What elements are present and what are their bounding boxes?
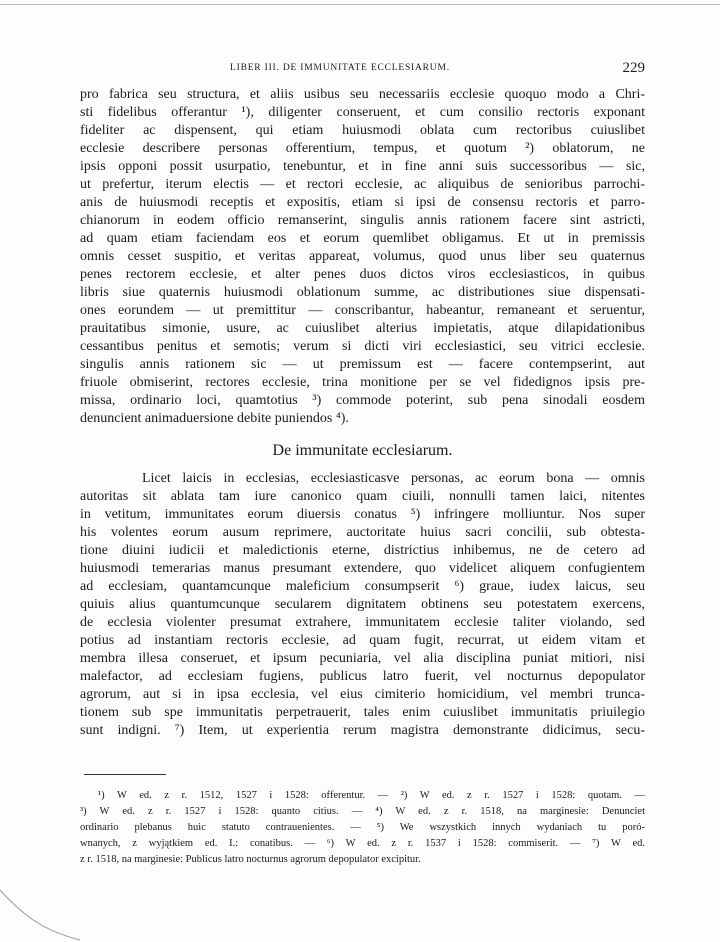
text-line: anis de huiusmodi receptis et expositis, etiam si ipsi de consensu rectoris et parro-	[80, 195, 645, 210]
text-line: ad quam etiam faciendam eos et eorum quemlibet obligamus. Et ut in premissis	[80, 231, 645, 246]
text-line: friuole obmiserint, rectores ecclesie, trina monitione per se vel fidedignos ipsis pre-	[80, 375, 645, 390]
text-line: sti fidelibus offerantur ¹), diligenter conseruent, et cum consilio rectoris exponant	[80, 105, 645, 120]
text-line: ecclesie describere personas offerentium, tempus, et quotum ²) oblatorum, ne	[80, 141, 645, 156]
footnotes	[80, 788, 645, 868]
page-number: 229	[622, 60, 645, 76]
text-line: huiusmodi temerarias manus presumant extendere, quo videlicet aliquem confugientem	[80, 561, 645, 576]
text-line: his volentes eorum ausum reprimere, auctoritate huius sacri concilii, sub obtesta-	[80, 525, 645, 540]
footnote-line: ordinario plebanus huic statuto contrauenientes. — ⁵) We wszystkich innych wydaniach tu poró-	[80, 822, 645, 833]
text-line: omnis cesset suspitio, et veritas appareat, volumus, quod unus liber seu quaternus	[80, 249, 645, 264]
section-heading: De immunitate ecclesiarum.	[272, 442, 453, 459]
page-header	[80, 60, 645, 80]
text-line: autoritas sit ablata tam iure canonico quam ciuili, nonnulli tamen laici, nitentes	[80, 489, 645, 504]
paragraph-2	[80, 470, 645, 740]
running-head: LIBER III. DE IMMUNITATE ECCLESIARUM.	[230, 63, 450, 73]
text-line: cessantibus penitus et semotis; verum si dicti viri ecclesiastici, seu vitrici ecclesie.	[80, 339, 645, 354]
text-line: penes rectorem ecclesie, et alter penes duos dictos viros ecclesiasticos, in quibus	[80, 267, 645, 282]
scan-edge-curve	[0, 882, 80, 942]
scan-top-edge	[0, 4, 720, 5]
text-line: Licet laicis in ecclesias, ecclesiasticasve personas, ac eorum bona — omnis	[142, 471, 645, 486]
text-line: pro fabrica seu structura, et aliis usibus seu necessariis ecclesie quoquo modo a Chri-	[80, 87, 645, 102]
footnote-line: ¹) W ed. z r. 1512, 1527 i 1528: offerentur. — ²) W ed. z r. 1527 i 1528: quotam. —	[98, 790, 645, 801]
text-line: ad ecclesiam, quantamcunque maleficium consumpserit ⁶) graue, iudex laicus, seu	[80, 579, 645, 594]
footnote-line: wnanych, z wyjątkiem ed. I.: conatibus. — ⁶) W ed. z r. 1537 i 1528: commiserit. — ⁷) W ed.	[80, 838, 645, 849]
text-line: membra illesa conseruet, et ipsum pecuniaria, vel alia disciplina puniat mitiori, nisi	[80, 651, 645, 666]
text-line: ut prefertur, iterum electis — et rectori ecclesie, ac aliquibus de senioribus parrochi-	[80, 177, 645, 192]
text-line: in vetitum, immunitates eorum diuersis conatus ⁵) infringere molliuntur. Nos super	[80, 507, 645, 522]
footnote-line: ³) W ed. z r. 1527 i 1528: quanto citius. — ⁴) W ed. z r. 1518, na marginesie: Denunciet	[80, 806, 645, 817]
text-line: malefactor, ad ecclesiam fugiens, publicus latro fuerit, vel nocturnus depopulator	[80, 669, 645, 684]
footnote-rule	[84, 774, 166, 775]
text-line: missa, ordinario loci, quamtotius ³) commode poterint, sub pena sinodali eosdem	[80, 393, 645, 408]
text-line: de ecclesia violenter presumat extrahere, immunitatem ecclesie taliter violando, sed	[80, 615, 645, 630]
text-line: singulis annis rationem sic — ut premissum est — facere contempserint, aut	[80, 357, 645, 372]
footnote-line: z r. 1518, na marginesie: Publicus latro nocturnus agrorum depopulator excipitur.	[80, 854, 421, 865]
text-line: potius ad instantiam rectoris ecclesie, ad quam fugit, recurrat, ut eidem vitam et	[80, 633, 645, 648]
paragraph-1	[80, 86, 645, 428]
text-line: ipsis opponi possit usurpatio, tenebuntur, et in fine anni suis successoribus — sic,	[80, 159, 645, 174]
text-line: sunt indigni. ⁷) Item, ut experientia rerum magistra demonstrante didicimus, secu-	[80, 723, 645, 738]
text-line: agrorum, aut si in ipsa ecclesia, vel eius cimiterio homicidium, vel membri trunca-	[80, 687, 645, 702]
text-line: fideliter ac dispensent, qui etiam huiusmodi oblata cum rectoribus cuiuslibet	[80, 123, 645, 138]
body-text	[80, 86, 645, 740]
text-line: chianorum in eodem officio remanserint, singulis annis rationem facere sint astricti,	[80, 213, 645, 228]
text-line: tione diuini iudicii et maledictionis eterne, districtius inhibemus, ne de cetero ad	[80, 543, 645, 558]
text-line: denuncient animaduersione debite puniendos ⁴).	[80, 411, 349, 426]
text-line: ones eorundem — ut premittitur — conscribantur, habeantur, remaneant et seruentur,	[80, 303, 645, 318]
text-line: prauitatibus simonie, usure, ac cuiuslibet alterius impietatis, atque dilapidationibus	[80, 321, 645, 336]
text-line: quiuis alius quantumcunque secularem dignitatem obtinens seu potestatem exercens,	[80, 597, 645, 612]
text-line: libris siue quaternis huiusmodi oblationum summe, ac distributiones siue dispensati-	[80, 285, 645, 300]
text-line: tionem sub spe immunitatis perpetrauerit, tales enim cuiuslibet immunitatis priuilegio	[80, 705, 645, 720]
